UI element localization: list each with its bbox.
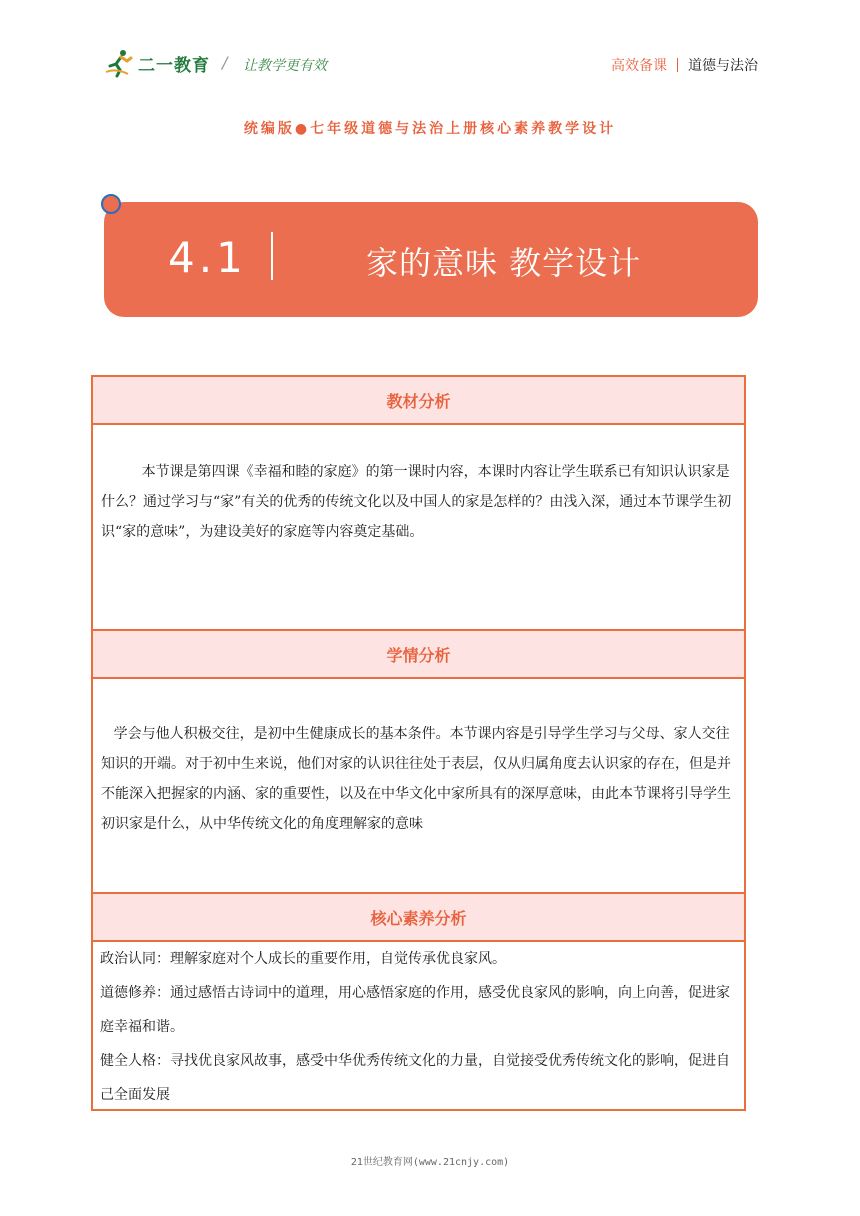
core-content — [100, 942, 737, 1112]
core-item: 政治认同：理解家庭对个人成长的重要作用，自觉传承优良家风。 — [100, 951, 506, 967]
page-footer: 21世纪教育网(www.21cnjy.com) — [350, 1157, 510, 1168]
header-right — [611, 55, 758, 75]
header-tag: 高效备课 — [611, 58, 667, 74]
header-subject: 道德与法治 — [688, 58, 758, 74]
core-item: 道德修养：通过感悟古诗词中的道理，用心感悟家庭的作用，感受优良家风的影响，向上向善，促进家庭幸福和谐。 — [100, 985, 730, 1035]
material-content — [101, 457, 738, 547]
header-separator — [677, 58, 678, 72]
section-heading-material: 教材分析 — [93, 377, 744, 423]
divider — [93, 423, 744, 425]
banner-divider — [271, 232, 273, 280]
student-paragraph: 学会与他人积极交往，是初中生健康成长的基本条件。本节课内容是引导学生学习与父母、家人交往知识的开端。对于初中生来说，他们对家的认识往往处于表层，仅从归属角度去认识家的存在，但是并不能深入把握家的内涵、家的重要性，以及在中华文化中家所具有的深厚意味，由此本节课将引导学生初识家是什么，从中华传统文化的角度理解家的意味 — [101, 726, 731, 832]
logo — [104, 48, 210, 78]
banner-dot-icon — [101, 194, 121, 214]
lesson-title: 家的意味 教学设计 — [366, 244, 642, 282]
divider — [93, 677, 744, 679]
student-content — [101, 719, 738, 839]
section-heading-core: 核心素养分析 — [93, 894, 744, 940]
lesson-number: 4.1 — [168, 233, 247, 282]
logo-slogan: 让教学更有效 — [243, 58, 327, 74]
runner-logo-icon — [104, 48, 134, 78]
material-paragraph: 本节课是第四课《幸福和睦的家庭》的第一课时内容，本课时内容让学生联系已有知识认识家是什么？通过学习与“家”有关的优秀的传统文化以及中国人的家是怎样的？由浅入深，通过本节课学生初识“家的意味”，为建设美好的家庭等内容奠定基础。 — [101, 464, 732, 540]
page-header — [0, 0, 860, 100]
section-heading-student: 学情分析 — [93, 631, 744, 677]
core-item: 健全人格：寻找优良家风故事，感受中华优秀传统文化的力量，自觉接受优秀传统文化的影响，促进自己全面发展 — [100, 1053, 730, 1103]
logo-slash: / — [222, 53, 228, 72]
analysis-table — [91, 375, 746, 1111]
document-subtitle: 统编版●七年级道德与法治上册核心素养教学设计 — [243, 121, 617, 137]
logo-text: 二一教育 — [138, 55, 210, 76]
